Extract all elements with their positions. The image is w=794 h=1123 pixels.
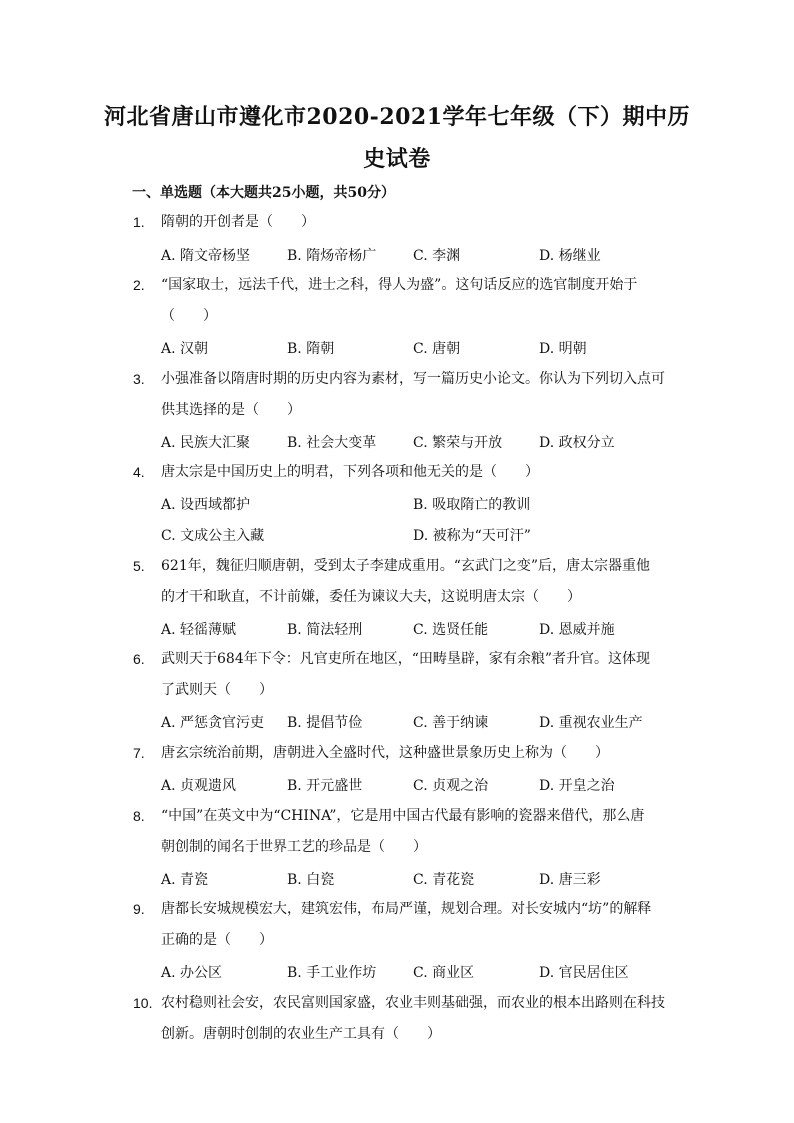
option-c: C. 选贤任能 [413, 622, 489, 638]
option-c: C. 青花瓷 [413, 872, 475, 888]
option-d: D. 开皇之治 [539, 778, 615, 794]
question-stem-line: 的才干和耿直，不计前嫌，委任为谏议大夫，这说明唐太宗（ ） [161, 589, 581, 605]
section-heading: 一、单选题（本大题共25小题，共50分） [132, 185, 395, 201]
question-stem-line: 了武则天（ ） [161, 682, 273, 698]
option-c: C. 善于纳谏 [413, 715, 489, 731]
exam-title-line2: 史试卷 [363, 146, 431, 172]
question-number: 5. [133, 558, 145, 574]
option-d: D. 政权分立 [539, 435, 615, 451]
option-a: A. 民族大汇聚 [161, 435, 251, 451]
option-d: D. 被称为“天可汗” [413, 528, 531, 544]
option-d: D. 杨继业 [539, 248, 601, 264]
option-a: A. 青瓷 [161, 872, 209, 888]
question-number: 8. [133, 808, 145, 824]
option-c: C. 贞观之治 [413, 778, 489, 794]
option-c: C. 商业区 [413, 965, 475, 981]
option-a: A. 贞观遗风 [161, 778, 237, 794]
option-b: B. 白瓷 [287, 872, 335, 888]
question-stem-line: 创新。唐朝时创制的农业生产工具有（ ） [161, 1026, 441, 1042]
question-stem-line: （ ） [161, 308, 217, 324]
option-d: D. 唐三彩 [539, 872, 601, 888]
option-c: C. 文成公主入藏 [161, 528, 265, 544]
option-b: B. 手工业作坊 [287, 965, 377, 981]
option-a: A. 设西域都护 [161, 497, 251, 513]
question-stem-line: 唐都长安城规模宏大，建筑宏伟，布局严谨，规划合理。对长安城内“坊”的解释 [161, 901, 652, 917]
option-d: D. 明朝 [539, 341, 587, 357]
option-c: C. 唐朝 [413, 341, 461, 357]
question-stem-line: 朝创制的闻名于世界工艺的珍品是（ ） [161, 839, 427, 855]
question-stem-line: 唐太宗是中国历史上的明君，下列各项和他无关的是（ ） [161, 464, 539, 480]
question-stem-line: 农村稳则社会安，农民富则国家盛，农业丰则基础强，而农业的根本出路则在科技 [161, 995, 665, 1011]
option-b: B. 隋朝 [287, 341, 335, 357]
question-stem-line: “国家取士，远法千代，进士之科，得人为盛”。这句话反应的选官制度开始于 [161, 277, 638, 293]
question-stem-line: 621年，魏征归顺唐朝，受到太子李建成重用。“玄武门之变”后，唐太宗器重他 [161, 558, 651, 574]
question-stem-line: 供其选择的是（ ） [161, 402, 301, 418]
option-c: C. 繁荣与开放 [413, 435, 503, 451]
question-number: 10. [133, 995, 153, 1011]
question-number: 3. [133, 371, 145, 387]
question-stem-line: 武则天于684年下令：凡官吏所在地区，“田畴垦辟，家有余粮”者升官。这体现 [161, 651, 651, 667]
option-b: B. 社会大变革 [287, 435, 377, 451]
exam-title-line1: 河北省唐山市遵化市2020-2021学年七年级（下）期中历 [103, 104, 691, 130]
option-a: A. 隋文帝杨坚 [161, 248, 251, 264]
question-number: 2. [133, 277, 145, 293]
option-b: B. 简法轻刑 [287, 622, 363, 638]
option-a: A. 轻徭薄赋 [161, 622, 237, 638]
question-number: 4. [133, 464, 145, 480]
question-number: 7. [133, 745, 145, 761]
option-c: C. 李渊 [413, 248, 461, 264]
option-d: D. 恩威并施 [539, 622, 615, 638]
option-b: B. 吸取隋亡的教训 [413, 497, 531, 513]
question-stem-line: 正确的是（ ） [161, 932, 273, 948]
option-a: A. 办公区 [161, 965, 223, 981]
option-b: B. 开元盛世 [287, 778, 363, 794]
question-stem-line: 小强准备以隋唐时期的历史内容为素材，写一篇历史小论文。你认为下列切入点可 [161, 371, 665, 387]
question-number: 9. [133, 901, 145, 917]
option-d: D. 官民居住区 [539, 965, 629, 981]
question-stem-line: 隋朝的开创者是（ ） [161, 214, 315, 230]
question-stem-line: 唐玄宗统治前期，唐朝进入全盛时代，这种盛世景象历史上称为（ ） [161, 745, 609, 761]
option-b: B. 隋炀帝杨广 [287, 248, 377, 264]
option-b: B. 提倡节俭 [287, 715, 363, 731]
option-a: A. 严惩贪官污吏 [161, 715, 265, 731]
question-number: 1. [133, 214, 145, 230]
question-number: 6. [133, 651, 145, 667]
option-a: A. 汉朝 [161, 341, 209, 357]
question-stem-line: “中国”在英文中为“CHINA”，它是用中国古代最有影响的瓷器来借代，那么唐 [161, 808, 645, 824]
option-d: D. 重视农业生产 [539, 715, 643, 731]
